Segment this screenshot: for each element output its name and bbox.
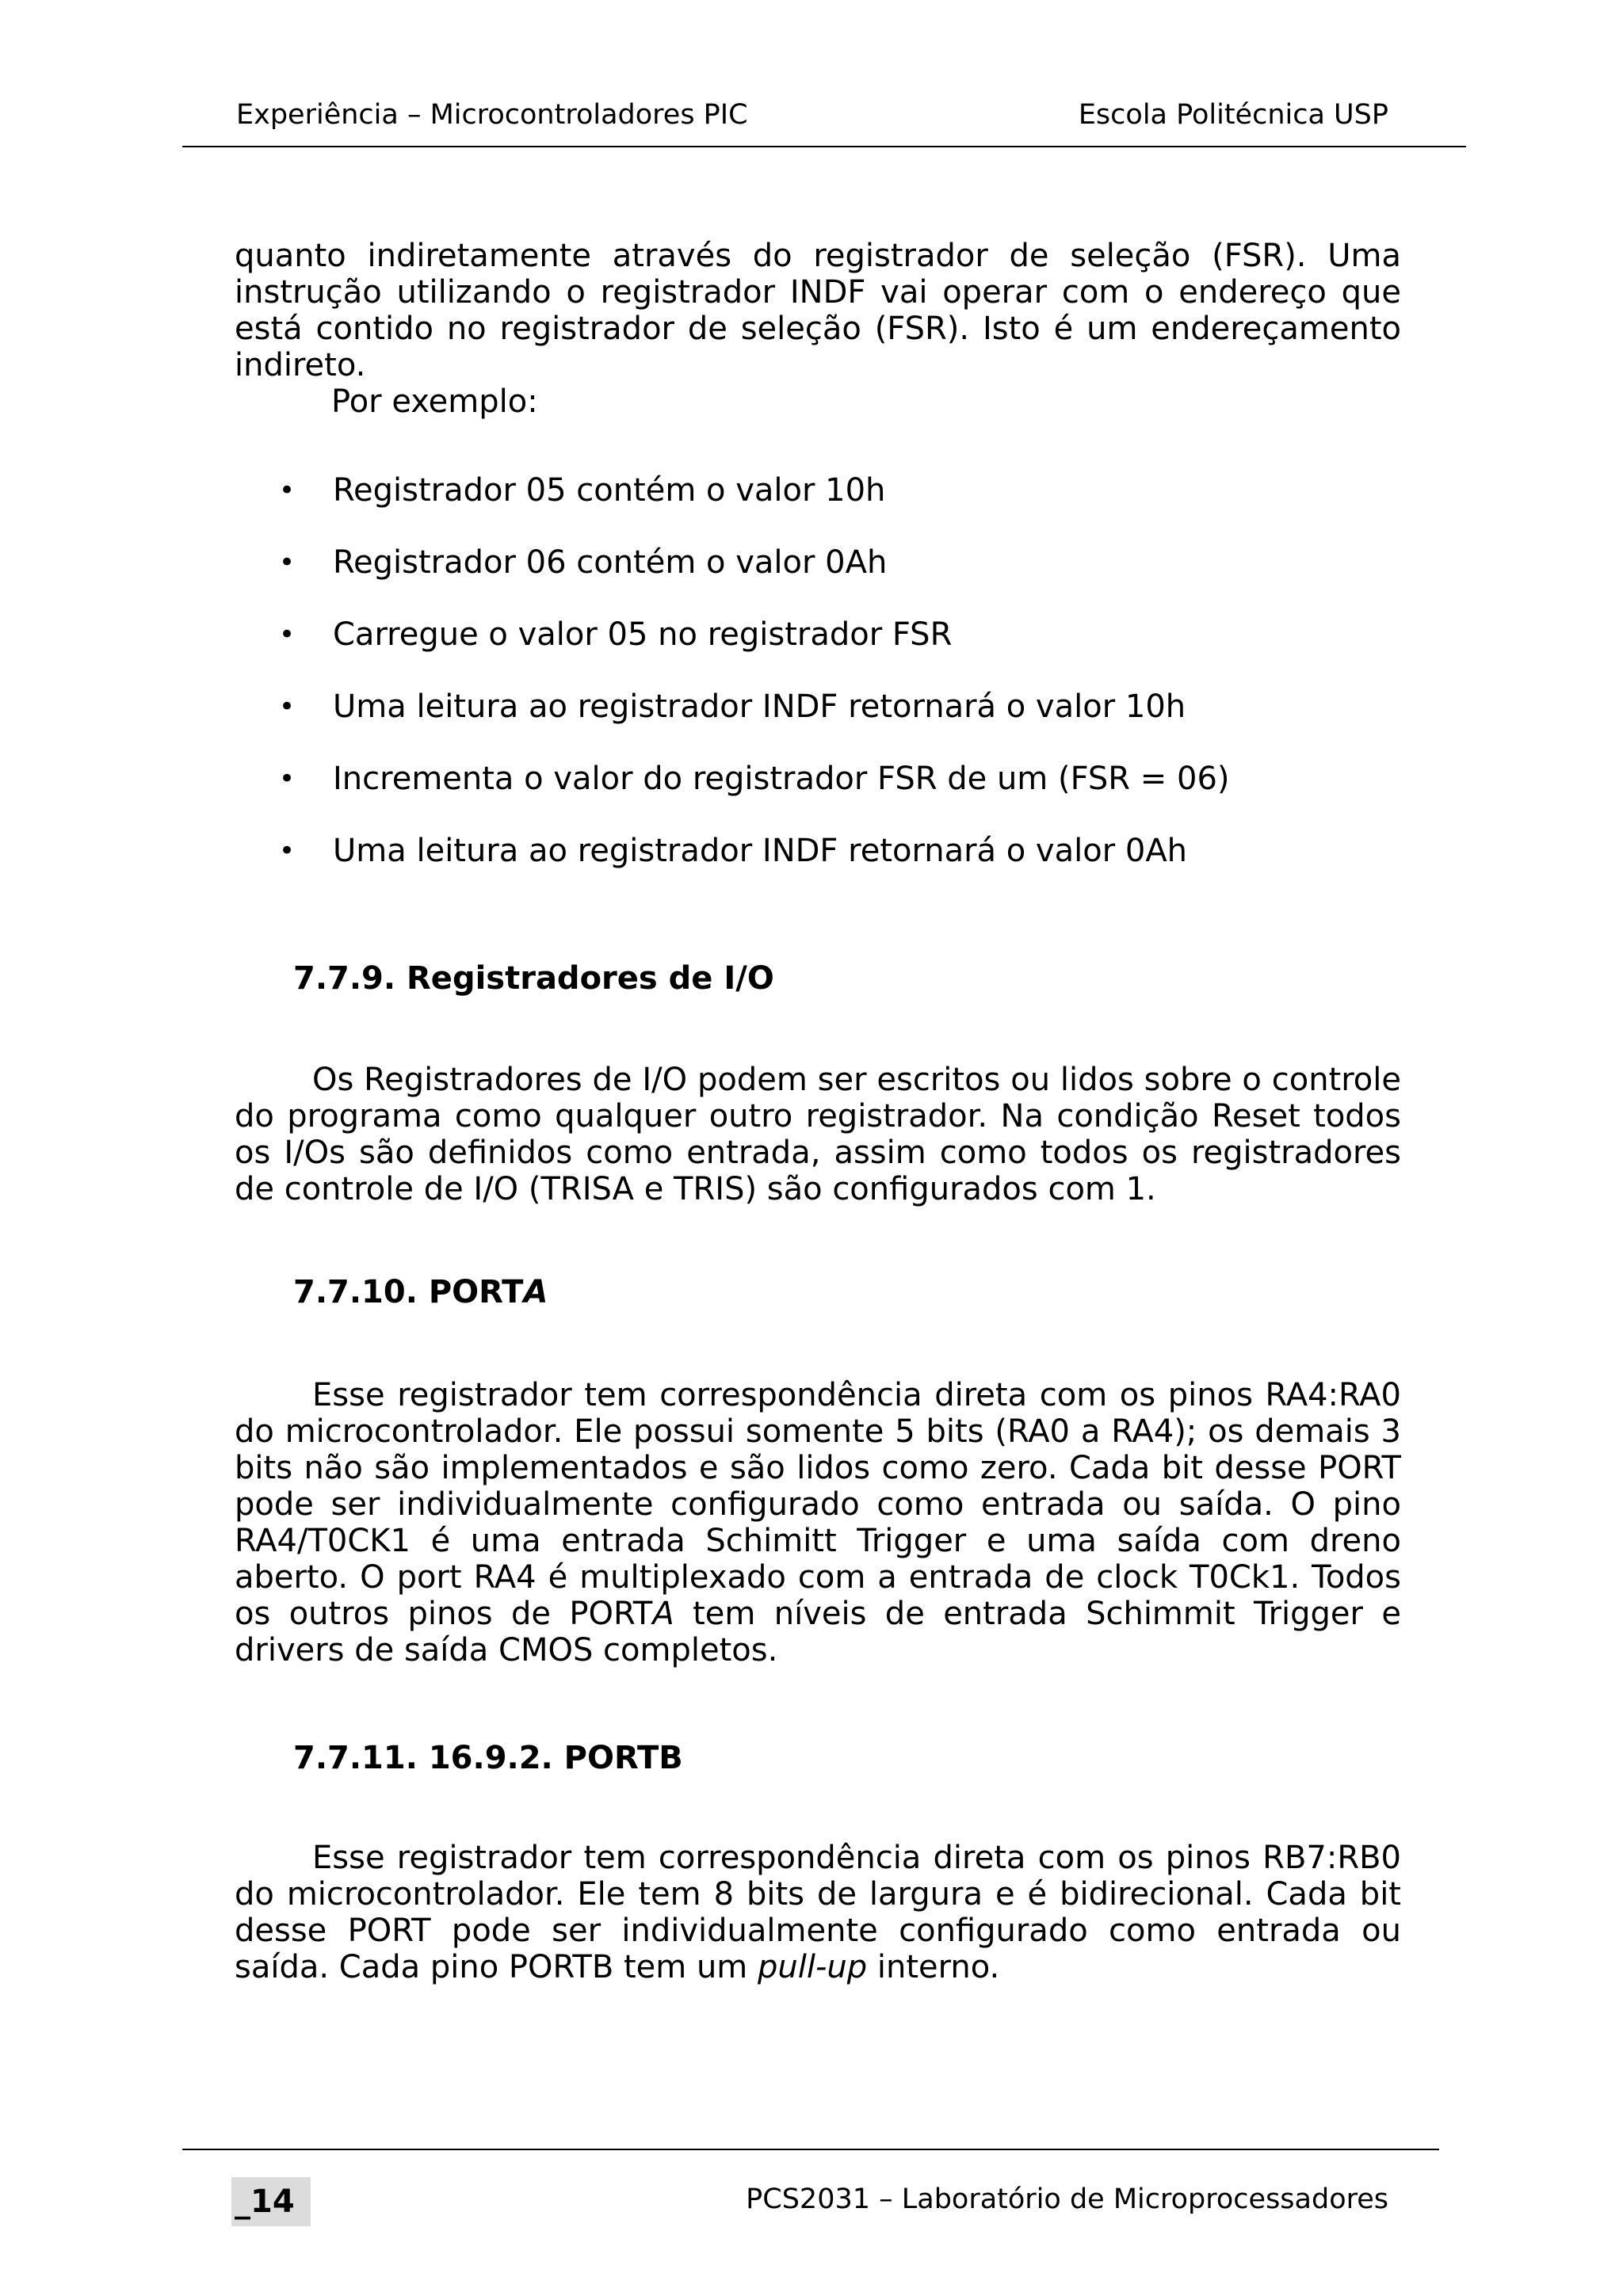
header-right-text: Escola Politécnica USP	[1078, 99, 1388, 131]
example-label: Por exemplo:	[331, 383, 538, 420]
porta-heading-text: 7.7.10. PORT	[293, 1274, 524, 1310]
bullet-text: Uma leitura ao registrador INDF retornará o valor 0Ah	[333, 833, 1188, 869]
porta-paragraph-text-end: tem níveis de entrada Schimmit Trigger e drivers de saída CMOS completos.	[235, 1596, 1401, 1669]
page-number: _14	[231, 2177, 311, 2226]
porta-heading-italic: A	[523, 1274, 548, 1310]
bullet-icon: •	[279, 619, 296, 650]
porta-paragraph	[235, 1377, 1401, 1669]
bullet-item	[279, 616, 1230, 688]
bullet-icon: •	[279, 547, 296, 578]
porta-paragraph-italic: A	[652, 1596, 674, 1632]
bullet-icon: •	[279, 763, 296, 795]
io-paragraph: Os Registradores de I/O podem ser escritos ou lidos sobre o controle do programa como qualquer outro registrador. Na condição Reset todos os I/Os são definidos como entrada, assim como todos os registradores de controle de I/O (TRISA e TRIS) são configurados com 1.	[235, 1062, 1401, 1207]
footer-right-text: PCS2031 – Laboratório de Microprocessadores	[746, 2183, 1388, 2215]
bullet-item	[279, 544, 1230, 616]
portb-paragraph	[235, 1840, 1401, 1985]
portb-paragraph-italic: pull-up	[757, 1949, 868, 1985]
bullet-item	[279, 688, 1230, 761]
bullet-item	[279, 833, 1230, 905]
intro-paragraph: quanto indiretamente através do registrador de seleção (FSR). Uma instrução utilizando o registrador INDF vai operar com o endereço que está contido no registrador de seleção (FSR). Isto é um endereçamento indireto.	[235, 238, 1401, 383]
bullet-text: Uma leitura ao registrador INDF retornará o valor 10h	[333, 688, 1186, 725]
footer-divider	[182, 2149, 1439, 2150]
bullet-icon: •	[279, 691, 296, 723]
header-left-text: Experiência – Microcontroladores PIC	[236, 99, 748, 131]
bullet-icon: •	[279, 475, 296, 506]
bullet-item	[279, 472, 1230, 544]
portb-paragraph-text: Esse registrador tem correspondência direta com os pinos RB7:RB0 do microcontrolador. Ele tem 8 bits de largura e é bidirecional. Cada bit desse PORT pode ser individualmente configurado como entrada ou saída. Cada pino PORTB tem um	[235, 1840, 1401, 1985]
bullet-text: Registrador 06 contém o valor 0Ah	[333, 544, 888, 581]
bullet-item	[279, 761, 1230, 833]
bullet-text: Carregue o valor 05 no registrador FSR	[333, 616, 953, 653]
section-heading-io: 7.7.9. Registradores de I/O	[293, 960, 774, 997]
portb-paragraph-text-end: interno.	[867, 1949, 1000, 1985]
example-bullet-list	[279, 472, 1230, 905]
page-header	[182, 0, 1466, 147]
bullet-text: Registrador 05 contém o valor 10h	[333, 472, 886, 509]
section-heading-porta	[293, 1274, 548, 1310]
porta-paragraph-text: Esse registrador tem correspondência direta com os pinos RA4:RA0 do microcontrolador. Ele possui somente 5 bits (RA0 a RA4); os demais 3 bits não são implementados e são lidos como zero. Cada bit desse PORT pode ser individualmente configurado como entrada ou saída. O pino RA4/T0CK1 é uma entrada Schimitt Trigger e uma saída com dreno aberto. O port RA4 é multiplexado com a entrada de clock T0Ck1. Todos os outros pinos de PORT	[235, 1377, 1401, 1632]
bullet-icon: •	[279, 835, 296, 867]
bullet-text: Incrementa o valor do registrador FSR de um (FSR = 06)	[333, 761, 1230, 797]
section-heading-portb: 7.7.11. 16.9.2. PORTB	[293, 1740, 683, 1776]
